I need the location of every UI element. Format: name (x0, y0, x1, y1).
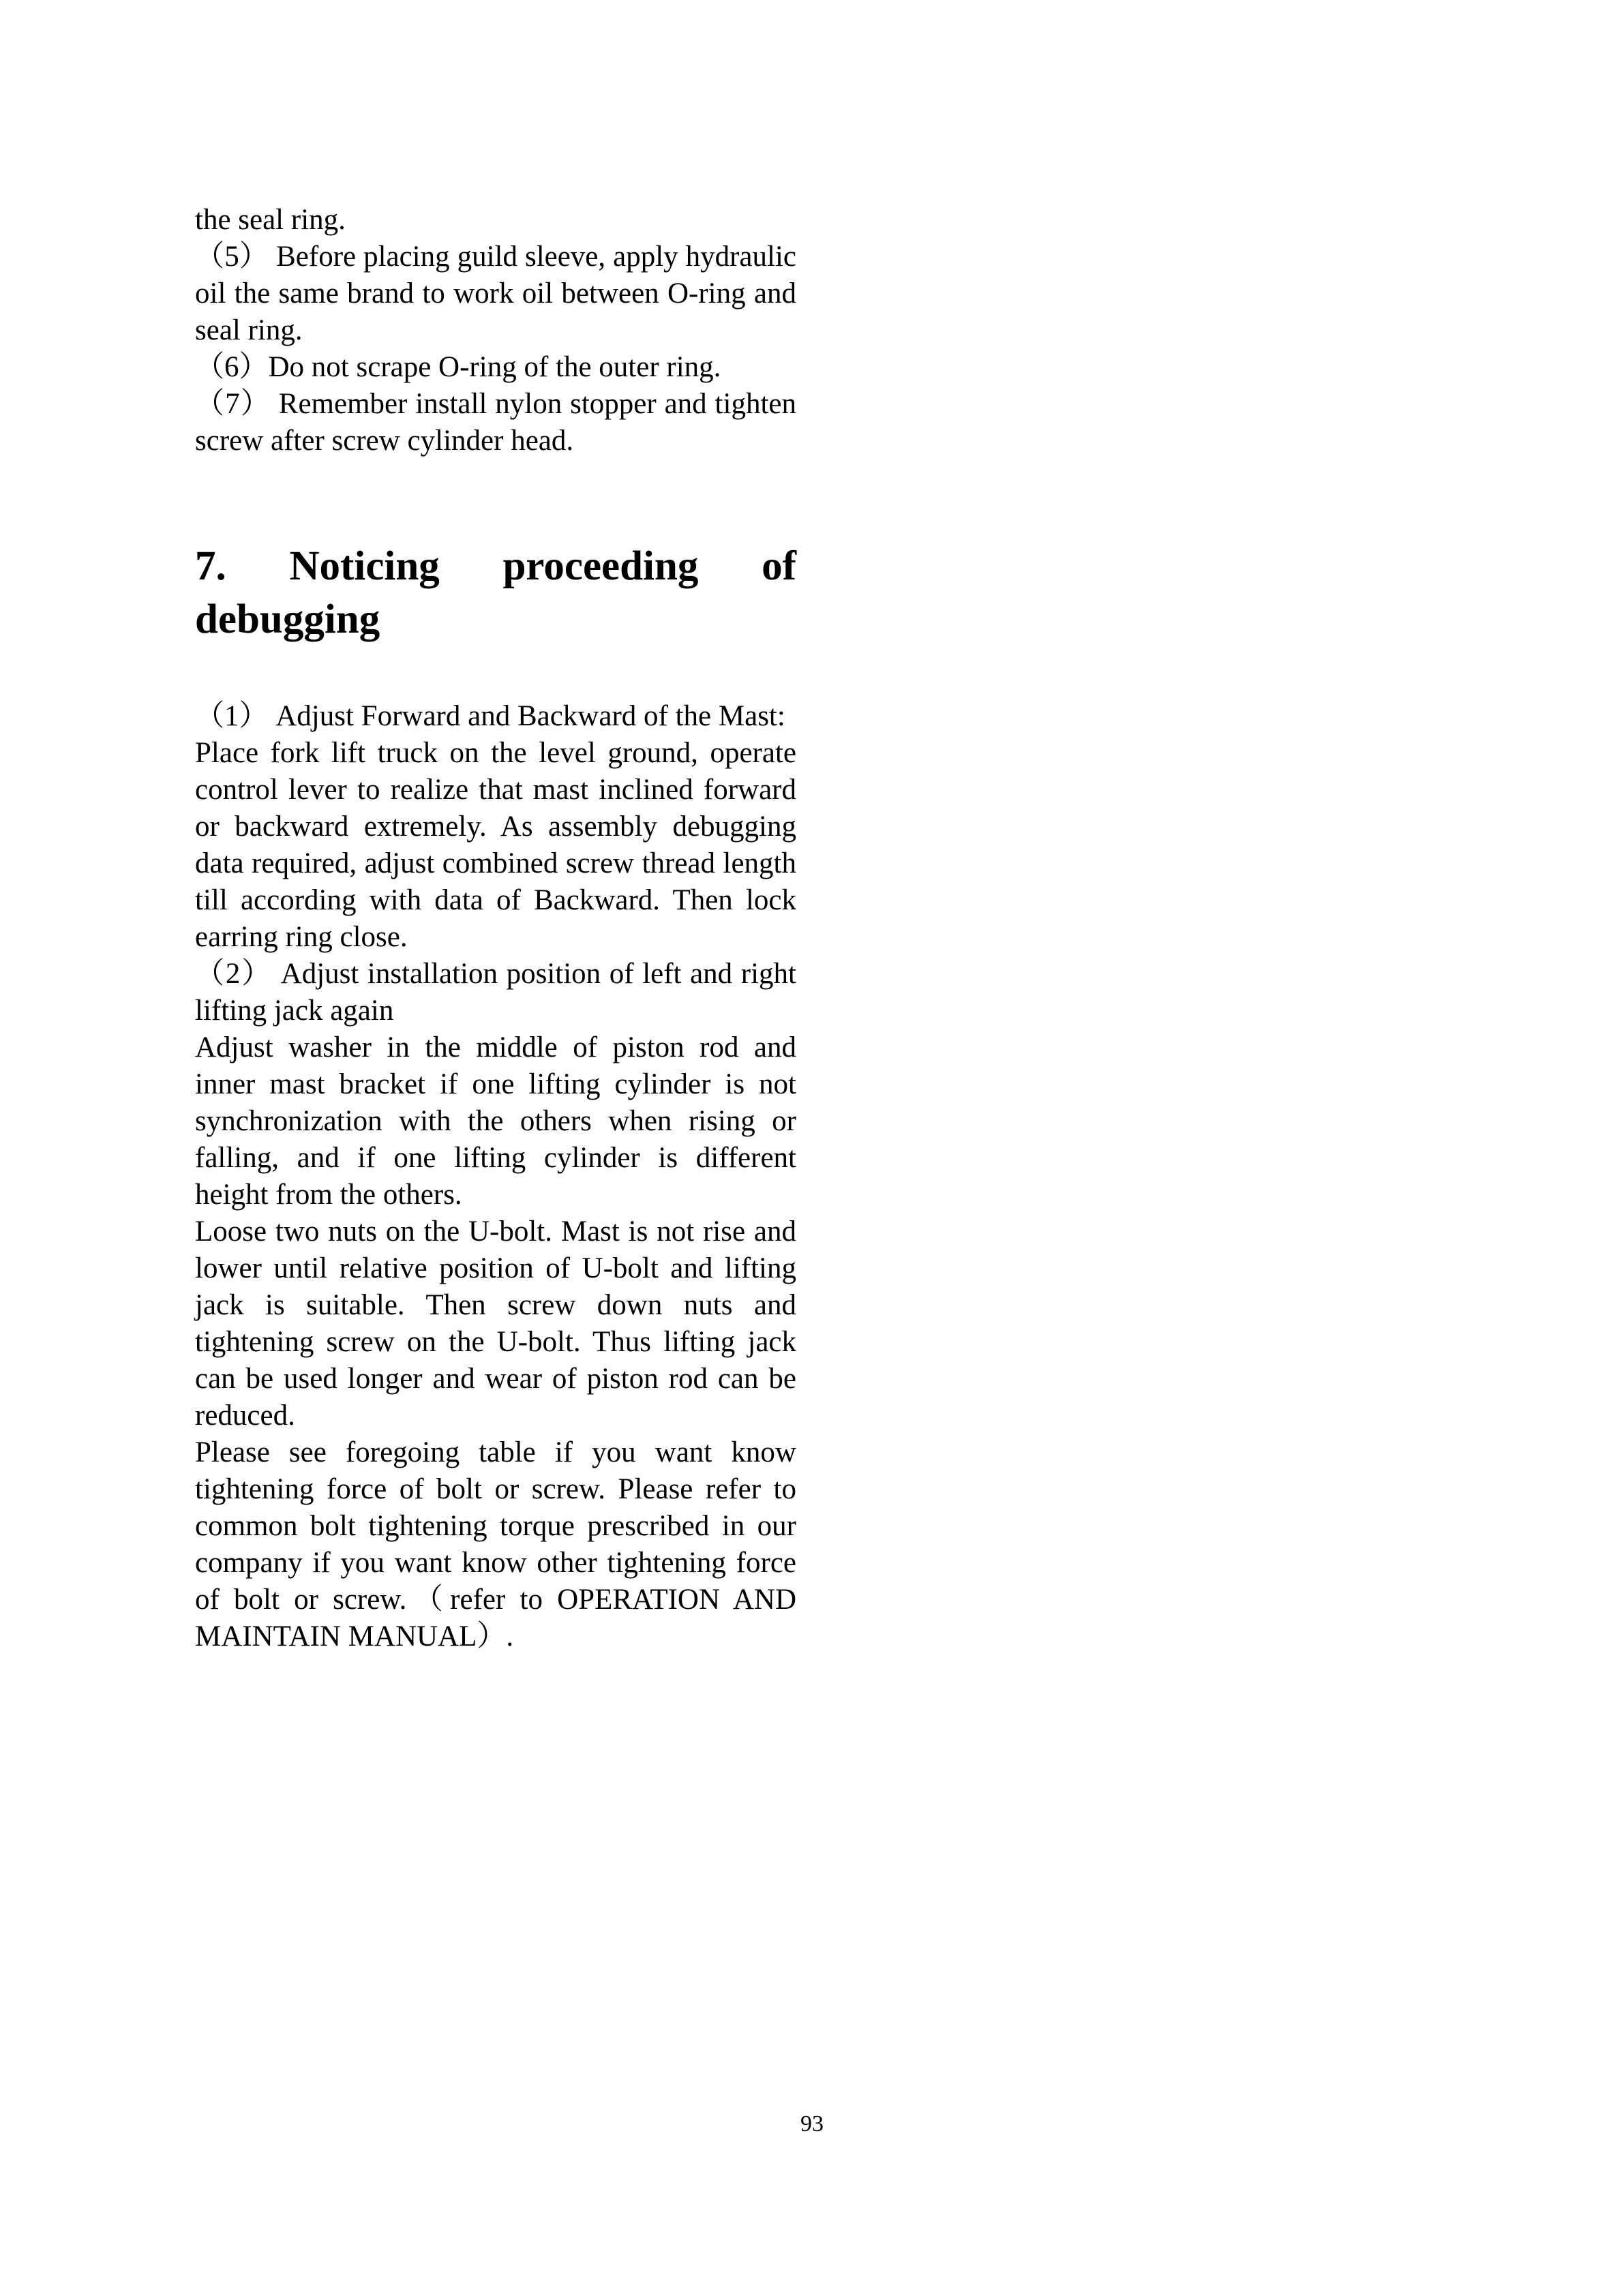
paragraph-mast-adjust: Place fork lift truck on the level ground, operate control lever to realize that mast inclined forward or backward extremely. As assembly debugging data required, adjust combined screw thread length till according with data of Backward. Then lock earring ring close. (195, 737, 796, 953)
paragraph-seal-ring-fragment: the seal ring. (195, 204, 346, 236)
list-item-7: （7） Remember install nylon stopper and tighten screw after screw cylinder head. (195, 388, 796, 457)
list-item-5: （5） Before placing guild sleeve, apply hydraulic oil the same brand to work oil between O-ring and seal ring. (195, 241, 796, 346)
paragraph-ubolt: Loose two nuts on the U-bolt. Mast is not rise and lower until relative position of U-bolt and lifting jack is suitable. Then screw down nuts and tightening screw on the U-bolt. Thus lifting jack can be used longer and wear of piston rod can be reduced. (195, 1215, 796, 1432)
section-heading-line-1: 7. Noticing proceeding of (195, 543, 796, 589)
paragraph-tightening-table: Please see foregoing table if you want know tightening force of bolt or screw. Please refer to common bolt tightening torque prescribed in our company if you want know other tightening force of bolt or screw.（refer to OPERATION AND MAINTAIN MANUAL）. (195, 1436, 796, 1652)
text-column (195, 202, 796, 1655)
paragraph-washer-adjust: Adjust washer in the middle of piston rod and inner mast bracket if one lifting cylinder is not synchronization with the others when rising or falling, and if one lifting cylinder is different height from the others. (195, 1031, 796, 1211)
section-heading (195, 540, 796, 646)
page-number: 93 (800, 2111, 824, 2136)
list-item-1: （1） Adjust Forward and Backward of the Mast: (195, 700, 785, 732)
list-item-6: （6）Do not scrape O-ring of the outer ring. (195, 351, 721, 383)
list-item-2: （2） Adjust installation position of left and right lifting jack again (195, 958, 796, 1027)
section-heading-line-2: debugging (195, 596, 380, 642)
